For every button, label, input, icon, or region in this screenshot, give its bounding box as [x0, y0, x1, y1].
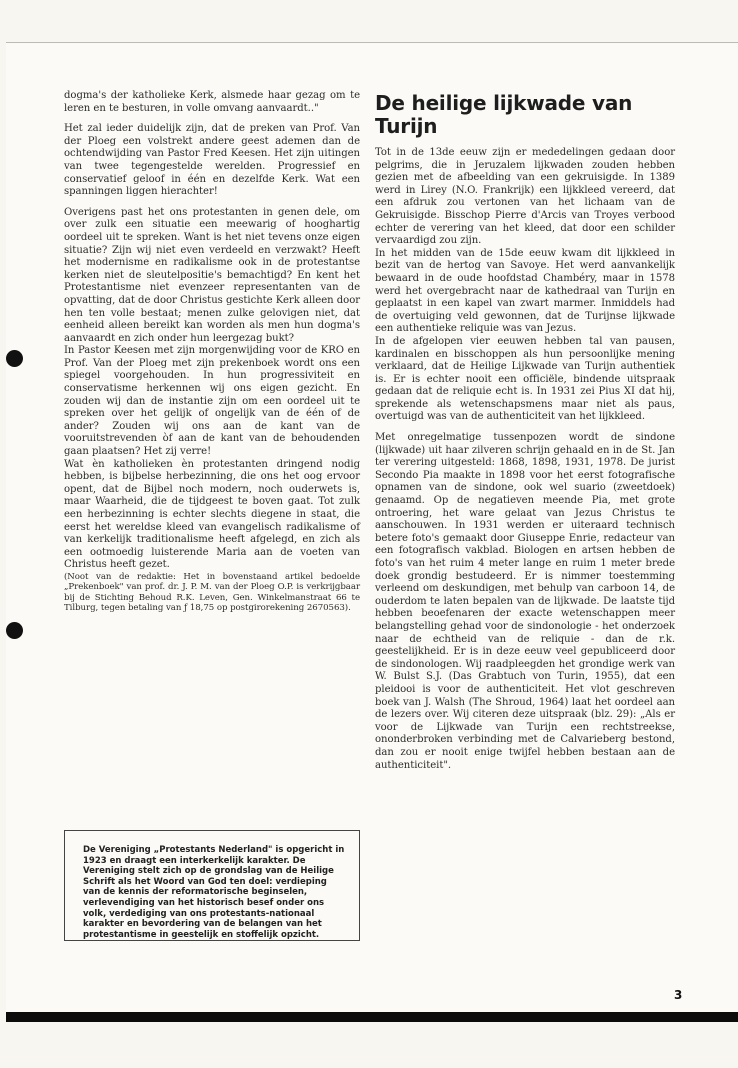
page-top-edge	[6, 42, 738, 43]
bottom-scan-bar	[6, 1012, 738, 1022]
editorial-note: (Noot van de redaktie: Het in bovenstaand artikel bedoelde „Prekenboek" van prof. dr. J. P. M. van der Ploeg O.P. is verkrijgbaar bij de Stichting Behoud R.K. Leven, Gen. Winkelmanstraat 66 te Tilburg, tegen betaling van ƒ 18,75 op postgirorekening 2670563).	[64, 571, 360, 614]
article-paragraph-3: In de afgelopen vier eeuwen hebben tal van pausen, kardinalen en bisschoppen als hun persoonlijke mening verklaard, dat de Heilige Lijkwade van Turijn authentiek is. Er is echter nooit een officiële, bindende uitspraak gedaan dat de reliquie echt is. In 1931 zei Pius XI dat hij, sprekende als wetenschapsmens maar niet als paus, overtuigd was van de authenticiteit van het lijkkleed.	[375, 335, 675, 423]
association-info-box	[64, 830, 360, 941]
article-paragraph-2: In het midden van de 15de eeuw kwam dit lijkkleed in bezit van de hertog van Savoye. Het werd aanvankelijk bewaard in de oude hoofdstad Chambéry, maar in 1578 werd het overgebracht naar de kathedraal van Turijn en geplaatst in een kapel van zwart marmer. Inmiddels had de overtuiging veld gewonnen, dat de Turijnse lijkwade een authentieke reliquie was van Jezus.	[375, 247, 675, 335]
article-paragraph-1: Tot in de 13de eeuw zijn er mededelingen gedaan door pelgrims, die in Jeruzalem lijkwaden zouden hebben gezien met de afbeelding van een gekruisigde. In 1389 werd in Lirey (N.O. Frankrijk) een lijkkleed vereerd, dat een afdruk zou vertonen van het lichaam van de Gekruisigde. Bisschop Pierre d'Arcis van Troyes verbood echter de verering van het kleed, dat door een schilder vervaardigd zou zijn.	[375, 147, 675, 247]
punch-hole-bottom	[6, 622, 23, 639]
punch-hole-top	[6, 350, 23, 367]
document-page	[6, 42, 738, 1012]
left-paragraph-2: Het zal ieder duidelijk zijn, dat de preken van Prof. Van der Ploeg een volstrekt andere geest ademen dan de ochtendwijding van Pastor Fred Keesen. Het zijn uitingen van twee tegengestelde werelden. Progressief en conservatief geloof in één en dezelfde Kerk. Wat een spanningen liggen hierachter!	[64, 123, 360, 198]
left-paragraph-5: Wat èn katholieken èn protestanten dringend nodig hebben, is bijbelse herbezinning, die ons het oog ervoor opent, dat de Bijbel noch modern, noch ouderwets is, maar Waarheid, die de tijdgeest te boven gaat. Tot zulk een herbezinning is echter slechts diegene in staat, die eerst het wereldse kleed van evangelisch radikalisme of van kerkelijk traditionalisme heeft afgelegd, en zich als een ootmoedig luisterende Maria aan de voeten van Christus heeft gezet.	[64, 458, 360, 571]
page-number: 3	[674, 988, 683, 1002]
left-paragraph-3: Overigens past het ons protestanten in genen dele, om over zulk een situatie een meewarig of hooghartig oordeel uit te spreken. Want is het niet tevens onze eigen situatie? Zijn wij niet even verdeeld en verzwakt? Heeft het modernisme en radikalisme ook in de protestantse kerken niet de sleutelpositie's bemachtigd? En kent het Protestantisme niet evenzeer representanten van de opvatting, dat de door Christus gestichte Kerk alleen door hen ten volle bestaat; menen zulke gelovigen niet, dat eenheid alleen bereikt kan worden als men hun dogma's aanvaardt en zich onder hun leergezag bukt?	[64, 206, 360, 344]
association-info-text: De Vereniging „Protestants Nederland" is opgericht in 1923 en draagt een interkerkelijk karakter. De Vereniging stelt zich op de grondslag van de Heilige Schrift als het Woord van God ten doel: verdieping van de kennis der reformatorische beginselen, verlevendiging van het historisch besef onder ons volk, verdediging van ons protestants-nationaal karakter en bevordering van de belangen van het protestantisme in geestelijk en stoffelijk opzicht.	[83, 845, 345, 940]
left-column	[64, 90, 360, 622]
left-paragraph-4: In Pastor Keesen met zijn morgenwijding voor de KRO en Prof. Van der Ploeg met zijn prekenboek wordt ons een spiegel voorgehouden. In hun progressiviteit en conservatisme herkennen wij ons eigen gezicht. En zouden wij dan de instantie zijn om een oordeel uit te spreken over het gelijk of ongelijk van de één of de ander? Zouden wij ons aan de kant van de vooruitstrevenden òf aan de kant van de behoudenden gaan plaatsen? Het zij verre!	[64, 345, 360, 458]
right-column	[375, 92, 675, 780]
article-title: De heilige lijkwade van Turijn	[375, 91, 633, 138]
article-paragraph-4: Met onregelmatige tussenpozen wordt de sindone (lijkwade) uit haar zilveren schrijn gehaald en in de St. Jan ter verering uitgesteld: 1868, 1898, 1931, 1978. De jurist Secondo Pia maakte in 1898 voor het eerst fotografische opnamen van de sindone, ook wel suario (zweetdoek) genaamd. Op de negatieven meende Pia, met grote ontroering, het ware gelaat van Jezus Christus te aanschouwen. In 1931 werden er uiteraard technisch betere foto's gemaakt door Giuseppe Enrie, redacteur van een fotografisch vakblad. Biologen en artsen hebben de foto's van het ruim 4 meter lange en ruim 1 meter brede doek grondig bestudeerd. Er is nimmer toestemming verleend om deskundigen, met behulp van carboon 14, de ouderdom te laten bepalen van de lijkwade. De laatste tijd hebben beoefenaren der exacte wetenschappen meer belangstelling gehad voor de sindonologie - het onderzoek naar de echtheid van de reliquie - dan de r.k. geestelijkheid. Er is in deze eeuw veel gepubliceerd door de sindonologen. Wij raadpleegden het grondige werk van W. Bulst S.J. (Das Grabtuch von Turin, 1955), dat een pleidooi is voor de authenticiteit. Het vlot geschreven boek van J. Walsh (The Shroud, 1964) laat het oordeel aan de lezers over. Wij citeren deze uitspraak (blz. 29): „Als er voor de Lijkwade van Turijn een rechtstreekse, ononderbroken verbinding met de Calvarieberg bestond, dan zou er nooit enige twijfel hebben bestaan aan de authenticiteit".	[375, 432, 675, 771]
left-paragraph-1: dogma's der katholieke Kerk, alsmede haar gezag om te leren en te besturen, in volle omvang aanvaardt.."	[64, 90, 360, 114]
